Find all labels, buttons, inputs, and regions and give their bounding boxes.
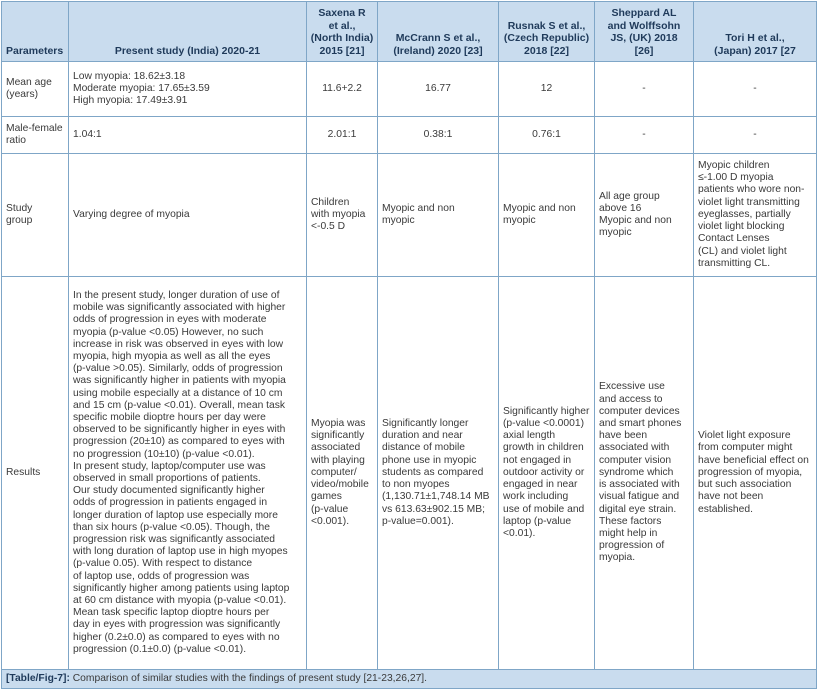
text-line: Results [6,466,41,478]
text-line: Study [6,202,33,214]
text-line: myopia. [599,552,636,564]
text-line: have not been [698,491,764,503]
text-line: and Wolffsohn [607,19,681,32]
text-line: laptop (p-value [503,515,572,527]
text-line: myopic [382,215,415,226]
text-line: Myopia was [311,418,366,430]
text-line: Mean task specific laptop dioptre hours per [73,607,270,619]
cell-rusnak-age: 12 [499,62,595,117]
text-line: was significantly higher in patients with myopia [73,375,286,387]
text-line: Male-female [6,122,63,134]
text-line: observed in small proportions of patients. [73,473,261,484]
header-row [2,2,817,62]
cell-sheppard-group [595,154,694,277]
text-line: (years) [6,89,39,100]
cell-mccrann-results [378,277,499,670]
row-label-mean-age [2,62,69,117]
text-line: vs 613.63±902.15 MB; [382,503,485,515]
text-line: and 15 cm (p-value <0.01). Overall, mean task [73,399,286,411]
text-line: ≤-1.00 D myopia [698,172,774,184]
text-line: (CL) and violet light [698,245,787,257]
text-line: observed to be significantly higher in eyes with [73,424,286,436]
text-line: syndrome which [599,466,674,478]
text-line: at 60 cm distance with myopia (p-value <0.01). [73,595,287,607]
text-line: progression (0.1±0.0) (p-value <0.01). [73,643,247,655]
text-line: increase in risk was observed in eyes with low [73,338,284,350]
text-line: digital eye strain. [599,503,677,515]
header-rusnak [499,2,595,62]
text-line: (North India) [310,32,374,44]
header-sheppard [595,2,694,62]
caption-label: [Table/Fig-7]: [6,673,70,684]
cell-tori-group [694,154,817,277]
text-line: students as compared [382,466,484,478]
text-line: violet light blocking [698,221,785,233]
text-line: Myopic and non [503,202,576,214]
text-line: myopia, high myopia as well as all the eyes [73,350,271,362]
text-line: 2018 [22] [524,44,569,57]
header-tori [694,2,817,62]
text-line: mobile was significantly associated with higher [73,302,286,314]
text-line: Tori H et al., [725,32,785,44]
text-line: longer duration of laptop use especially more [73,509,278,521]
text-line: with playing [311,454,365,466]
text-line: than six hours (p-value <0.05). Though, the [73,521,271,533]
text-line: and access to [599,393,663,405]
text-line: and smart phones [599,418,682,430]
text-line: (p-value 0.05). With respect to distance [73,558,253,570]
text-line: These factors [599,515,662,527]
row-label-ratio [2,117,69,154]
text-line: but such association [698,479,792,491]
text-line: use of mobile and [503,503,585,515]
text-line: Significantly longer [382,418,469,430]
row-label-study-group [2,154,69,277]
text-line: have beneficial effect on [698,454,809,466]
cell-present-ratio: 1.04:1 [69,117,307,154]
text-line: specific mobile dioptre hours per day were [73,411,266,423]
comparison-table [1,1,817,689]
text-line: outdoor activity or [503,466,585,478]
text-line: patients who wore non- [698,184,805,196]
text-line: is associated with [599,479,680,491]
text-line: group [6,215,33,226]
text-line: computer vision [599,454,672,466]
row-study-group [2,154,817,277]
header-present-study [69,2,307,62]
text-line: day in eyes with progression was significantly [73,619,281,631]
text-line: associated with [599,442,670,454]
text-line: p-value=0.001). [382,515,454,527]
text-line: Significantly higher [503,405,590,417]
cell-present-results [69,277,307,670]
text-line: associated [311,442,361,454]
text-line: above 16 [599,202,642,214]
cell-sheppard-age: - [595,62,694,117]
text-line: duration and near [382,430,463,442]
text-line: growth in children [503,442,584,454]
cell-mccrann-group [378,154,499,277]
text-line: eyeglasses, partially [698,208,791,220]
cell-tori-ratio: - [694,117,817,154]
text-line: Our study documented significantly higher [73,485,265,497]
text-line: phone use in myopic [382,454,477,466]
row-label-results [2,277,69,670]
text-line: et al., [328,19,356,32]
cell-rusnak-group [499,154,595,277]
text-line: no progression (10±10) (p-value <0.01). [73,448,255,460]
text-line: established. [698,503,753,515]
text-line: games [311,491,342,503]
cell-rusnak-ratio: 0.76:1 [499,117,595,154]
table-caption [2,670,817,689]
text-line: Myopic children [698,160,770,172]
text-line: Excessive use [599,381,665,393]
text-line: (Japan) 2017 [27 [714,44,796,57]
text-line: have been [599,430,648,442]
text-line: myopic [503,215,536,226]
text-line: Sheppard AL [611,7,677,19]
text-line: <0.01). [503,527,536,539]
text-line: Contact Lenses [698,233,770,245]
text-line: ratio [6,135,27,146]
text-line: In the present study, longer duration of use of [73,289,280,301]
text-line: (Czech Republic) [503,32,590,44]
cell-sheppard-results [595,277,694,670]
text-line: computer devices [599,405,680,417]
text-line: significantly higher among patients using laptop [73,582,290,594]
text-line: Children [311,196,350,208]
text-line: (p-value >0.05). Similarly, odds of progression [73,363,283,375]
header-saxena [307,2,378,62]
text-line: McCrann S et al., [395,32,481,44]
caption-text: Comparison of similar studies with the findings of present study [21-23,26,27]. [69,673,428,684]
text-line: <-0.5 D [311,221,346,233]
text-line: distance of mobile [382,442,465,454]
text-line: visual fatigue and [599,491,680,503]
text-line: of laptop use, odds of progression was [73,570,250,582]
text-line: work including [503,491,569,503]
text-line: 2015 [21] [319,44,365,57]
header-mccrann [378,2,499,62]
text-line: Low myopia: 18.62±3.18 [73,70,186,82]
text-line: Present study (India) 2020-21 [114,44,261,57]
text-line: engaged in near [503,479,578,491]
text-line: odds of progression in eyes with moderate [73,314,267,326]
cell-present-group: Varying degree of myopia [69,154,307,277]
text-line: with long duration of laptop use in high myopes [73,546,288,558]
text-line: not engaged in [503,454,572,466]
header-parameters [2,2,69,62]
text-line: Parameters [6,44,64,57]
cell-saxena-group [307,154,378,277]
text-line: Saxena R [318,7,366,19]
text-line: Mean age [6,76,52,88]
text-line: (1,130.71±1,748.14 MB [382,491,490,503]
text-line: myopia (p-value <0.05) However, no such [73,326,264,338]
text-line: Rusnak S et al., [507,19,586,32]
cell-present-age [69,62,307,117]
cell-saxena-age: 11.6+2.2 [307,62,378,117]
text-line: using mobile especially at a distance of 10 cm [73,387,283,399]
text-line: (p-value <0.0001) [503,418,584,430]
text-line: Myopic and non [599,215,672,226]
text-line: higher (0.2±0.0) as compared to eyes with no [73,631,280,643]
text-line: axial length [503,430,556,442]
text-line: violet light transmitting [698,196,800,208]
text-line: (p-value [311,503,349,515]
row-male-female-ratio [2,117,817,154]
caption-row [2,670,817,689]
text-line: progression (20±10) as compared to eyes with [73,436,285,448]
text-line: to non myopes [382,479,450,491]
text-line: <0.001). [311,515,350,527]
text-line: video/mobile [311,479,369,491]
text-line: myopic [599,227,632,239]
text-line: progression of [599,540,665,552]
text-line: Myopic and non [382,202,455,214]
row-mean-age [2,62,817,117]
text-line: [26] [634,44,654,57]
text-line: (Ireland) 2020 [23] [393,44,483,57]
cell-rusnak-results [499,277,595,670]
cell-saxena-ratio: 2.01:1 [307,117,378,154]
text-line: progression risk was significantly associated [73,534,276,546]
text-line: JS, (UK) 2018 [610,32,678,44]
text-line: with myopia [311,208,366,220]
text-line: transmitting CL. [698,257,771,269]
cell-tori-results [694,277,817,670]
text-line: Violet light exposure [698,430,791,442]
row-results [2,277,817,670]
cell-tori-age: - [694,62,817,117]
cell-mccrann-age: 16.77 [378,62,499,117]
text-line: In present study, laptop/computer use was [73,460,266,472]
cell-sheppard-ratio: - [595,117,694,154]
text-line: significantly [311,430,365,442]
text-line: computer/ [311,466,357,478]
text-line: Moderate myopia: 17.65±3.59 [73,82,210,94]
text-line: from computer might [698,442,793,454]
text-line: odds of progression in patients engaged in [73,497,268,509]
cell-mccrann-ratio: 0.38:1 [378,117,499,154]
text-line: All age group [599,190,660,202]
text-line: might help in [599,527,658,539]
text-line: High myopia: 17.49±3.91 [73,95,188,107]
text-line: progression of myopia, [698,466,803,478]
cell-saxena-results [307,277,378,670]
